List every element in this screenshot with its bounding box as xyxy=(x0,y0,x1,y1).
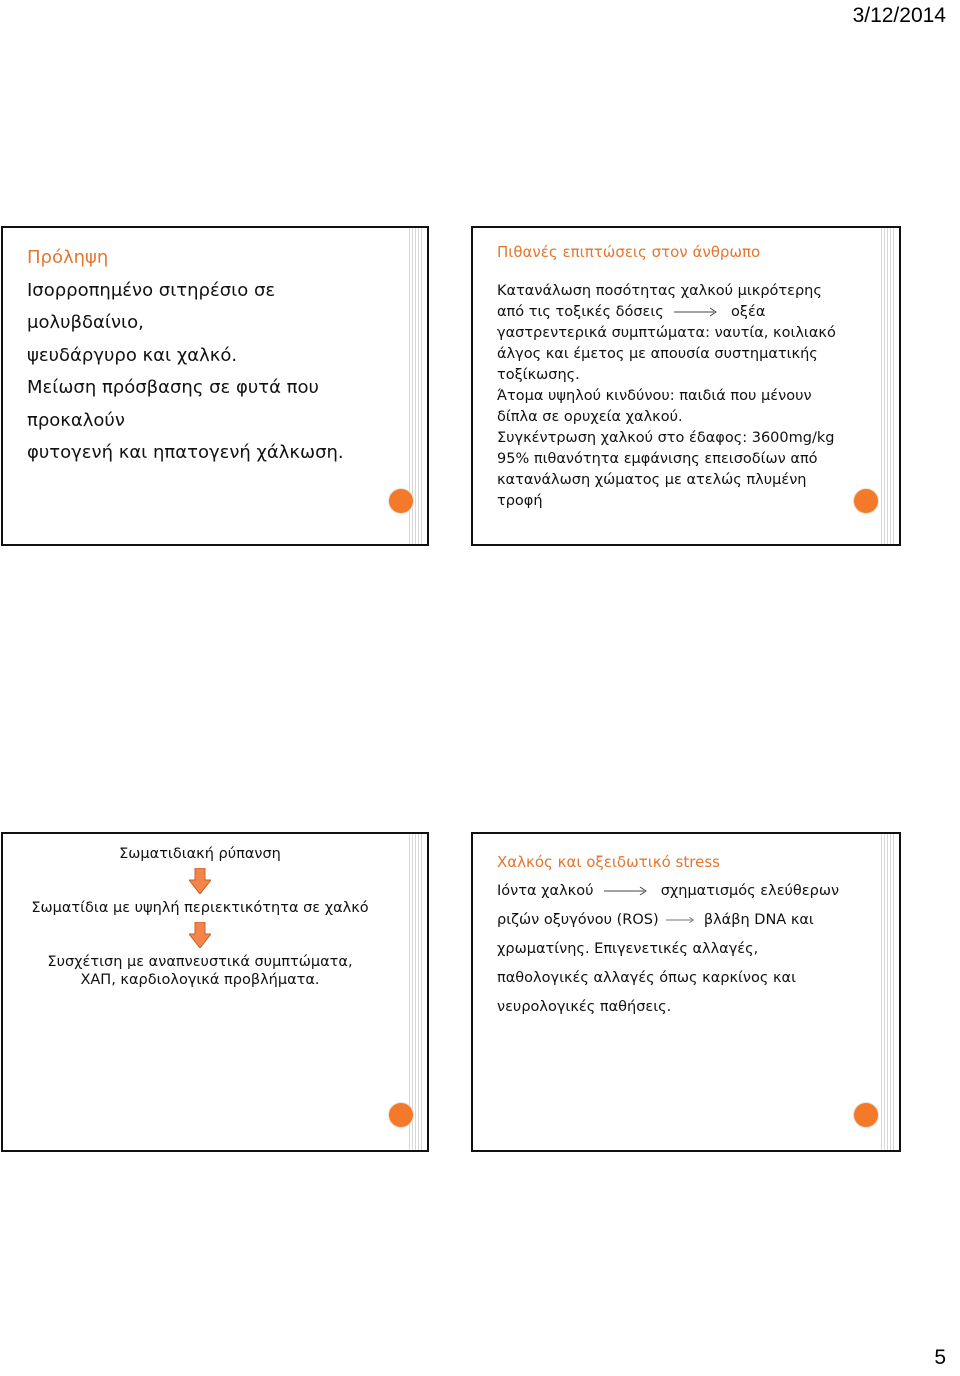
slide-text-line: νευρολογικές παθήσεις. xyxy=(497,999,672,1015)
slide-content xyxy=(23,846,377,988)
slide-title: Πρόληψη xyxy=(27,247,109,268)
slide-text-line: προκαλούν xyxy=(27,409,125,431)
slide-text-line: φυτογενή και ηπατογενή χάλκωση. xyxy=(27,442,344,463)
slide-text-line: τροφή xyxy=(497,493,543,509)
slide-text-line: 95% πιθανότητα εμφάνισης επεισοδίων από xyxy=(497,451,818,467)
right-arrow-icon xyxy=(604,886,650,896)
slide-text-line: κατανάλωση χώματος με ατελώς πλυμένη xyxy=(497,472,807,488)
slide-human-effects xyxy=(471,226,901,546)
slide-text-segment: Ιόντα χαλκού xyxy=(497,883,594,899)
slide-prevention xyxy=(1,226,429,546)
decorative-stripes xyxy=(881,834,895,1150)
down-arrow-icon xyxy=(189,922,211,948)
flow-step-2: Σωματίδια με υψηλή περιεκτικότητα σε χαλκό xyxy=(31,900,369,916)
slide-text-line: τοξίκωσης. xyxy=(497,367,580,383)
slide-oxidative-stress xyxy=(471,832,901,1152)
slide-particulate-pollution xyxy=(1,832,429,1152)
slide-title: Πιθανές επιπτώσεις στον άνθρωπο xyxy=(497,243,761,261)
slide-text-line: δίπλα σε ορυχεία χαλκού. xyxy=(497,409,683,425)
slide-text-segment: ριζών οξυγόνου (ROS) xyxy=(497,912,659,928)
slide-text-line: παθολογικές αλλαγές όπως καρκίνος και xyxy=(497,970,797,986)
slide-text-line xyxy=(497,877,863,906)
page-number: 5 xyxy=(934,1346,946,1369)
slide-text-line: χρωματίνης. Επιγενετικές αλλαγές, xyxy=(497,941,759,957)
slide-text-line: άλγος και έμετος με απουσία συστηματικής xyxy=(497,346,818,362)
slide-title: Χαλκός και οξειδωτικό stress xyxy=(497,853,720,871)
slide-content xyxy=(497,848,863,1022)
slide-text-line: ψευδάργυρο και χαλκό. xyxy=(27,344,238,366)
slide-text-line: Μείωση πρόσβασης σε φυτά που xyxy=(27,377,319,398)
flow-step-1: Σωματιδιακή ρύπανση xyxy=(119,846,281,862)
slide-content xyxy=(27,242,391,470)
slide-text-line: γαστρεντερικά συμπτώματα: ναυτία, κοιλιακό xyxy=(497,325,836,341)
flow-step-3-line: ΧΑΠ, καρδιολογικά προβλήματα. xyxy=(80,972,320,988)
slide-text-segment: από τις τοξικές δόσεις xyxy=(497,304,664,320)
slide-text-line xyxy=(497,302,863,323)
right-arrow-icon xyxy=(666,915,696,925)
slide-text-segment: βλάβη DNA και xyxy=(703,912,814,928)
slide-content xyxy=(497,242,863,512)
flow-step-3-line: Συσχέτιση με αναπνευστικά συμπτώματα, xyxy=(47,954,353,970)
decorative-stripes xyxy=(409,834,423,1150)
right-arrow-icon xyxy=(674,307,720,317)
slide-text-line: Κατανάλωση ποσότητας χαλκού μικρότερης xyxy=(497,283,822,299)
slide-text-line: Συγκέντρωση χαλκού στο έδαφος: 3600mg/kg xyxy=(497,430,835,446)
slide-text-segment: οξέα xyxy=(731,304,766,320)
decorative-stripes xyxy=(881,228,895,544)
orange-dot-icon xyxy=(853,488,879,514)
orange-dot-icon xyxy=(853,1102,879,1128)
orange-dot-icon xyxy=(388,488,414,514)
page-date: 3/12/2014 xyxy=(852,4,946,27)
slide-text-line: Άτομα υψηλού κινδύνου: παιδιά που μένουν xyxy=(497,388,812,404)
orange-dot-icon xyxy=(388,1102,414,1128)
slide-text-line: Ισορροπημένο σιτηρέσιο σε μολυβδαίνιο, xyxy=(27,279,276,333)
down-arrow-icon xyxy=(189,868,211,894)
slide-text-line xyxy=(497,906,863,935)
slide-text-segment: σχηματισμός ελεύθερων xyxy=(660,883,840,899)
